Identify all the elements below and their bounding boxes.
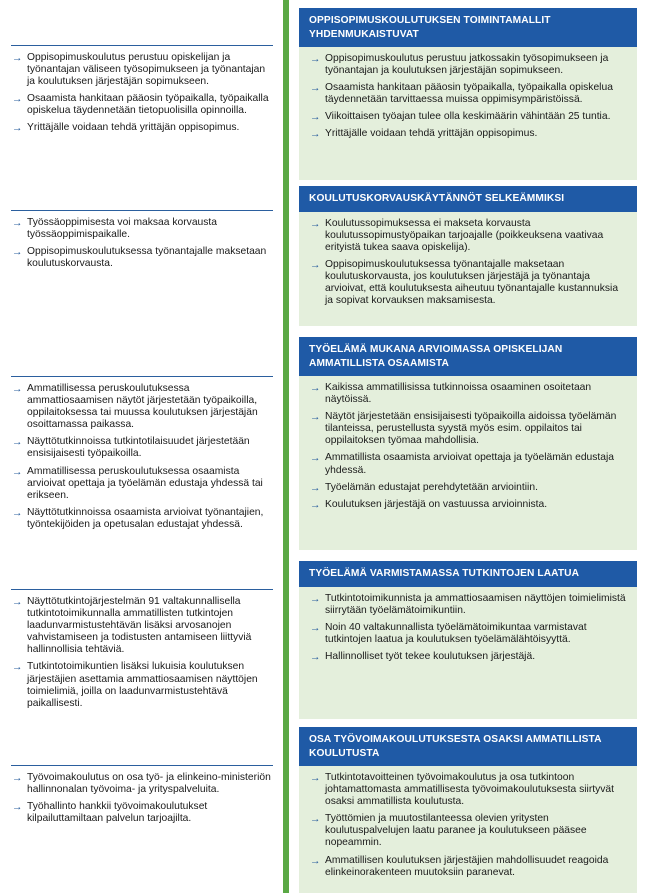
item-text: Hallinnolliset työt tekee koulutuksen järjestäjä.: [325, 650, 536, 662]
item-text: Viikoittaisen työajan tulee olla keskimäärin vähintään 25 tuntia.: [325, 111, 611, 123]
item-text: Työttömien ja muutostilanteessa olevien yritysten koulutuspalvelujen laatu paranee ja koulutukseen pääsee nopeammin.: [325, 813, 587, 849]
arrow-right-icon: →: [310, 498, 321, 511]
reform-item: [309, 128, 627, 140]
item-text: Koulutuksen järjestäjä on vastuussa arvioinnista.: [325, 498, 548, 510]
reform-list: [309, 772, 627, 879]
arrow-right-icon: →: [12, 122, 23, 135]
item-text: Näyttötutkinnoissa tutkintotilaisuudet järjestetään ensisijaisesti työpaikoilla.: [27, 436, 250, 460]
item-text: Ammatillista osaamista arvioivat opettaja ja työelämän edustaja yhdessä.: [325, 452, 615, 476]
item-text: Osaamista hankitaan pääosin työpaikalla, työpaikalla opiskelua täydennetään tarvittaessa muissa oppimisympäristöissä.: [325, 82, 613, 106]
current-state-item: [11, 122, 273, 134]
current-state-column: [11, 765, 273, 830]
reform-card-body: [299, 587, 637, 672]
reform-item: [309, 855, 627, 879]
reform-card-title: KOULUTUSKORVAUSKÄYTÄNNÖT SELKEÄMMIKSI: [299, 186, 637, 212]
reform-card-body: [299, 47, 637, 150]
item-text: Koulutussopimuksessa ei makseta korvausta koulutussopimustyöpaikan tarjoajalle (poikkeuksena vaativaa erityistä tukea saava opiskelija).: [325, 217, 604, 253]
arrow-right-icon: →: [12, 93, 23, 106]
arrow-right-icon: →: [310, 111, 321, 124]
arrow-right-icon: →: [310, 382, 321, 394]
item-text: Osaamista hankitaan pääosin työpaikalla, työpaikalla opiskelua täydennetään tietopuolisilla opinnoilla.: [27, 93, 269, 117]
item-text: Näytöt järjestetään ensisijaisesti työpaikoilla aidoissa työelämän tilanteissa, perustellusta syystä myös esim. oppilaitos tai oppilaitoksen työmaa mahdollisia.: [325, 411, 617, 447]
reform-item: [309, 499, 627, 511]
item-text: Oppisopimuskoulutus perustuu jatkossakin työsopimukseen ja työnantajan ja koulutuksen järjestäjän sopimukseen.: [325, 53, 609, 77]
item-text: Tutkintotavoitteinen työvoimakoulutus ja osa tutkintoon johtamattomasta ammatillisesta työvoimakoulutuksesta siirtyvät osaksi ammatillista koulutusta.: [325, 772, 614, 808]
arrow-right-icon: →: [310, 258, 321, 271]
arrow-right-icon: →: [310, 217, 321, 230]
item-text: Tutkintotoimikuntien lisäksi lukuisia koulutuksen järjestäjien asettamia ammattiosaamisen näyttöjen toimielimiä, joilla on laadunvarmistustehtävä paikallisesti.: [27, 661, 258, 709]
current-state-list: [11, 52, 273, 135]
item-text: Ammatillisessa peruskoulutuksessa ammattiosaamisen näytöt järjestetään työpaikoilla, oppilaitoksessa tai muussa koulutuksen järjestäjän osoittamassa paikassa.: [27, 383, 258, 431]
arrow-right-icon: →: [310, 650, 321, 663]
current-state-column: [11, 376, 273, 536]
reform-card: [299, 8, 637, 180]
current-state-item: [11, 93, 273, 117]
reform-list: [309, 53, 627, 141]
arrow-right-icon: →: [310, 592, 321, 605]
reform-list: [309, 593, 627, 663]
reform-card-title: OSA TYÖVOIMAKOULUTUKSESTA OSAKSI AMMATILLISTA KOULUTUSTA: [299, 727, 637, 766]
item-text: Noin 40 valtakunnallista työelämätoimikuntaa varmistavat tutkintojen laatua ja koulutuksen työelämälähtöisyyttä.: [325, 621, 587, 645]
item-text: Työelämän edustajat perehdytetään arviointiin.: [325, 481, 538, 493]
reform-item: [309, 452, 627, 476]
reform-card-title: TYÖELÄMÄ MUKANA ARVIOIMASSA OPISKELIJAN AMMATILLISTA OSAAMISTA: [299, 337, 637, 376]
arrow-right-icon: →: [310, 411, 321, 424]
reform-item: [309, 53, 627, 77]
arrow-right-icon: →: [310, 854, 321, 867]
reform-item: [309, 382, 627, 406]
current-state-list: [11, 772, 273, 825]
arrow-right-icon: →: [310, 128, 321, 141]
arrow-right-icon: →: [12, 383, 23, 395]
current-state-item: [11, 436, 273, 460]
current-state-item: [11, 507, 273, 531]
arrow-right-icon: →: [12, 246, 23, 259]
current-state-item: [11, 246, 273, 270]
reform-card-title: TYÖELÄMÄ VARMISTAMASSA TUTKINTOJEN LAATUA: [299, 561, 637, 587]
reform-item: [309, 218, 627, 254]
arrow-right-icon: →: [12, 506, 23, 519]
reform-card-body: [299, 376, 637, 520]
item-text: Oppisopimuskoulutuksessa työnantajalle maksetaan koulutuskorvausta, jos koulutuksen järjestäjä ja työnantaja arvioivat, että koulutuksesta aiheutuu työnantajalle kustannuksia ja sopivat korvauksen maksamisesta.: [325, 258, 619, 307]
reform-card-body: [299, 212, 637, 317]
current-state-item: [11, 661, 273, 709]
arrow-right-icon: →: [12, 465, 23, 478]
current-state-item: [11, 383, 273, 431]
reform-card: [299, 337, 637, 550]
item-text: Ammatillisessa peruskoulutuksessa osaamista arvioivat opettaja ja työelämän edustaja yhdessä tai erikseen.: [27, 465, 263, 501]
item-text: Näyttötutkinnoissa osaamista arvioivat työnantajien, työntekijöiden ja opetusalan edustajat yhdessä.: [27, 506, 264, 530]
reform-item: [309, 411, 627, 447]
current-state-list: [11, 383, 273, 531]
arrow-right-icon: →: [310, 621, 321, 634]
reform-item: [309, 593, 627, 617]
arrow-right-icon: →: [310, 813, 321, 826]
current-state-item: [11, 596, 273, 656]
arrow-right-icon: →: [12, 217, 23, 229]
current-state-item: [11, 217, 273, 241]
item-text: Oppisopimuskoulutuksessa työnantajalle maksetaan koulutuskorvausta.: [27, 246, 267, 270]
item-text: Oppisopimuskoulutus perustuu opiskelijan ja työnantajan väliseen työsopimukseen ja työnantajan ja koulutuksen järjestäjän sopimukseen.: [27, 52, 266, 88]
arrow-right-icon: →: [12, 801, 23, 814]
arrow-right-icon: →: [12, 772, 23, 784]
reform-card-body: [299, 766, 637, 888]
reform-item: [309, 82, 627, 106]
reform-item: [309, 772, 627, 808]
item-text: Näyttötutkintojärjestelmän 91 valtakunnallisella tutkintotoimikunnalla ammatillisten tutkintojen laadunvarmistustehtävän lisäksi arvosanojen vahvistamiseen ja todistusten antamiseen liittyviä hallinnollisia tehtäviä.: [27, 596, 252, 656]
item-text: Työvoimakoulutus on osa työ- ja elinkeino-ministeriön hallinnonalan työvoima- ja yrityspalveluita.: [27, 772, 271, 796]
reform-card: [299, 561, 637, 719]
current-state-column: [11, 589, 273, 715]
reform-card: [299, 727, 637, 893]
reform-item: [309, 111, 627, 123]
arrow-right-icon: →: [12, 661, 23, 674]
current-state-list: [11, 596, 273, 710]
reform-list: [309, 382, 627, 511]
reform-item: [309, 482, 627, 494]
arrow-right-icon: →: [310, 452, 321, 465]
item-text: Työssäoppimisesta voi maksaa korvausta työssäoppimispaikalle.: [27, 217, 218, 241]
arrow-right-icon: →: [12, 436, 23, 449]
current-state-item: [11, 801, 273, 825]
current-state-list: [11, 217, 273, 270]
reform-card: [299, 186, 637, 326]
current-state-item: [11, 52, 273, 88]
reform-list: [309, 218, 627, 308]
green-divider: [283, 0, 289, 893]
reform-item: [309, 813, 627, 849]
reform-item: [309, 622, 627, 646]
current-state-item: [11, 772, 273, 796]
arrow-right-icon: →: [310, 481, 321, 494]
item-text: Yrittäjälle voidaan tehdä yrittäjän oppisopimus.: [27, 122, 240, 134]
reform-item: [309, 651, 627, 663]
current-state-column: [11, 210, 273, 275]
reform-card-title: OPPISOPIMUSKOULUTUKSEN TOIMINTAMALLIT YHDENMUKAISTUVAT: [299, 8, 637, 47]
item-text: Tutkintotoimikunnista ja ammattiosaamisen näyttöjen toimielimistä siirrytään työelämätoimikuntiin.: [325, 592, 626, 616]
item-text: Yrittäjälle voidaan tehdä yrittäjän oppisopimus.: [325, 128, 538, 140]
item-text: Ammatillisen koulutuksen järjestäjien mahdollisuudet reagoida elinkeinorakenteen muutoksiin paranevat.: [325, 854, 609, 878]
arrow-right-icon: →: [310, 82, 321, 95]
arrow-right-icon: →: [12, 52, 23, 64]
arrow-right-icon: →: [310, 772, 321, 784]
arrow-right-icon: →: [12, 596, 23, 608]
current-state-column: [11, 45, 273, 140]
item-text: Työhallinto hankkii työvoimakoulutukset kilpailuttamiltaan palvelun tarjoajilta.: [27, 801, 208, 825]
reform-item: [309, 259, 627, 307]
arrow-right-icon: →: [310, 53, 321, 65]
current-state-item: [11, 466, 273, 502]
item-text: Kaikissa ammatillisissa tutkinnoissa osaaminen osoitetaan näytöissä.: [325, 382, 592, 406]
